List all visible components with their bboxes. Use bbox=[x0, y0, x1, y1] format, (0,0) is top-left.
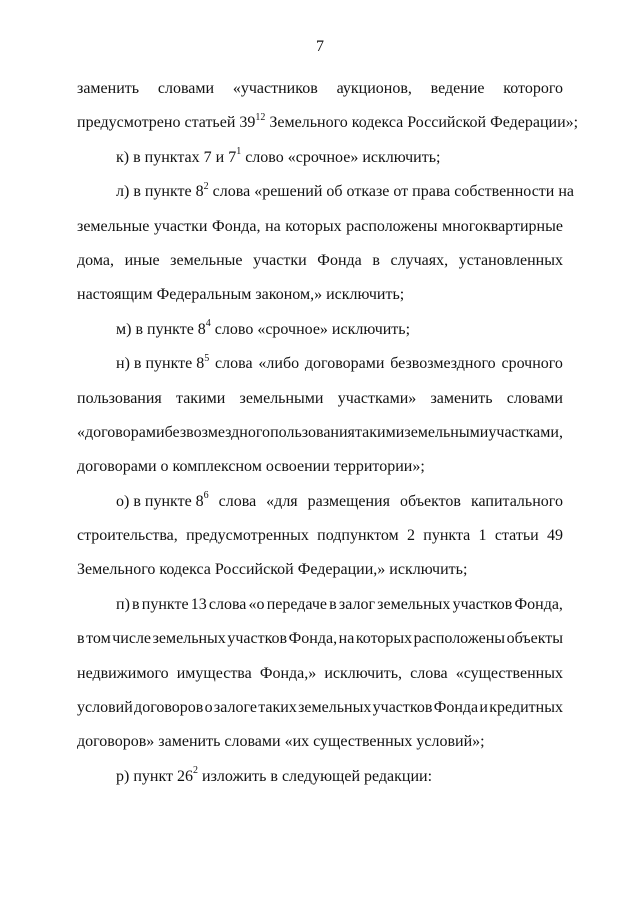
word: 49 bbox=[546, 527, 563, 545]
word: заменить bbox=[430, 389, 493, 407]
word: земельные bbox=[170, 251, 243, 269]
text-segment: м) в пункте 8 bbox=[116, 320, 206, 338]
word: безвозмездного bbox=[164, 423, 271, 441]
superscript: 2 bbox=[203, 180, 209, 192]
word: которого bbox=[503, 80, 563, 97]
text-segment: н) в пункте 8 bbox=[116, 355, 205, 373]
text-line bbox=[77, 588, 563, 622]
text-line bbox=[77, 485, 563, 519]
word: Фонда bbox=[317, 251, 362, 269]
word: безвозмездного bbox=[390, 355, 496, 373]
word: п) bbox=[116, 595, 130, 613]
word: договоров bbox=[134, 699, 204, 717]
text-line: договорами о комплексном освоении территории»; bbox=[77, 458, 425, 476]
word: такими bbox=[176, 389, 226, 407]
word: строительства, bbox=[77, 527, 178, 545]
text-line bbox=[77, 141, 563, 175]
word: в bbox=[329, 595, 337, 613]
word: пункта bbox=[423, 527, 471, 545]
word: размещения bbox=[307, 492, 390, 510]
word: залог bbox=[338, 595, 375, 613]
text-line bbox=[77, 382, 563, 416]
word: «для bbox=[266, 492, 298, 510]
word: 13 bbox=[190, 595, 207, 613]
word: установленных bbox=[458, 251, 563, 269]
text-line bbox=[77, 519, 563, 553]
text-line bbox=[77, 760, 563, 794]
word: предусмотренных bbox=[186, 527, 309, 545]
word: слова bbox=[410, 664, 448, 682]
word: имущества bbox=[176, 664, 252, 682]
word: такими bbox=[354, 423, 405, 441]
text-line: Земельного кодекса Российской Федерации,» исключить; bbox=[77, 561, 468, 579]
word: 2 bbox=[406, 527, 415, 545]
word: таких bbox=[258, 699, 297, 717]
word: «участников bbox=[232, 80, 318, 97]
word: в bbox=[372, 251, 380, 269]
superscript: 6 bbox=[203, 490, 209, 502]
word: ведение bbox=[430, 80, 485, 97]
word: и bbox=[479, 699, 488, 717]
word: участков bbox=[372, 699, 433, 717]
word: на bbox=[265, 217, 281, 235]
word: слова bbox=[218, 492, 257, 510]
text-line bbox=[77, 175, 575, 209]
word: на bbox=[338, 630, 355, 648]
word: Фонда, bbox=[288, 630, 338, 648]
word: 1 bbox=[478, 527, 487, 545]
text-segment: слово «срочное» исключить; bbox=[210, 320, 411, 338]
text-segment: к) в пунктах 7 и 7 bbox=[116, 148, 237, 166]
word: недвижимого bbox=[77, 664, 169, 682]
superscript: 12 bbox=[255, 112, 266, 124]
word: залоге bbox=[213, 699, 257, 717]
text-line bbox=[77, 210, 563, 244]
word: о bbox=[204, 699, 213, 717]
word: аукционов, bbox=[336, 80, 412, 97]
word: подпунктом bbox=[317, 527, 399, 545]
word: случаях, bbox=[390, 251, 449, 269]
superscript: 5 bbox=[204, 352, 210, 364]
word: дома, bbox=[77, 251, 114, 269]
text-segment: слова «решений об отказе от права собственности на bbox=[208, 183, 575, 201]
word: объектов bbox=[399, 492, 461, 510]
text-line bbox=[77, 106, 579, 140]
text-segment: л) в пункте 8 bbox=[116, 183, 204, 201]
word: объекты bbox=[506, 630, 563, 648]
word: в bbox=[132, 595, 140, 613]
text-segment: предусмотрено статьей 39 bbox=[77, 114, 256, 132]
word: капитального bbox=[470, 492, 563, 510]
word: слова bbox=[208, 595, 247, 613]
word: пользования bbox=[270, 423, 355, 441]
text-line bbox=[77, 657, 563, 691]
text-segment: р) пункт 26 bbox=[116, 767, 194, 785]
word: земельными bbox=[404, 423, 489, 441]
word: расположены bbox=[413, 630, 506, 648]
word: условий bbox=[77, 699, 133, 717]
word: земельные bbox=[77, 217, 150, 235]
word: земельными bbox=[239, 389, 324, 407]
text-line bbox=[77, 416, 563, 450]
word bbox=[116, 485, 209, 519]
word: заменить bbox=[77, 80, 140, 97]
word: Фонда,» bbox=[259, 664, 317, 682]
word: участков bbox=[227, 630, 288, 648]
word: словами bbox=[506, 389, 563, 407]
page-number: 7 bbox=[316, 38, 324, 55]
word: статьи bbox=[494, 527, 539, 545]
text-line: настоящим Федеральным законом,» исключить; bbox=[77, 286, 405, 304]
word: «существенных bbox=[455, 664, 563, 682]
text-segment: изложить в следующей редакции: bbox=[198, 767, 433, 785]
text-line bbox=[77, 72, 563, 106]
word: пункте bbox=[141, 595, 189, 613]
word: которых bbox=[355, 630, 413, 648]
word: Фонда, bbox=[514, 595, 563, 613]
text-segment: Земельного кодекса Российской Федерации»; bbox=[265, 114, 579, 132]
text-line bbox=[77, 347, 563, 381]
text-segment: о) в пункте 8 bbox=[116, 492, 204, 510]
word: словами bbox=[157, 80, 215, 97]
word: исключить, bbox=[324, 664, 403, 682]
text-line bbox=[77, 244, 563, 278]
word: пользования bbox=[77, 389, 162, 407]
superscript: 2 bbox=[193, 765, 199, 777]
word: слова bbox=[215, 355, 253, 373]
superscript: 1 bbox=[236, 146, 242, 158]
word: «либо bbox=[258, 355, 300, 373]
word: участками» bbox=[337, 389, 417, 407]
word: участков bbox=[452, 595, 513, 613]
text-segment: слово «срочное» исключить; bbox=[241, 148, 441, 166]
word: числе bbox=[112, 630, 152, 648]
word: участки bbox=[253, 251, 307, 269]
word: земельных bbox=[152, 630, 226, 648]
word: участками, bbox=[488, 423, 563, 441]
word: том bbox=[86, 630, 111, 648]
word: Фонда bbox=[433, 699, 479, 717]
text-line: договоров» заменить словами «их существенных условий»; bbox=[77, 733, 485, 751]
word: в bbox=[77, 630, 85, 648]
word: расположены bbox=[346, 217, 438, 235]
superscript: 4 bbox=[205, 318, 211, 330]
word: многоквартирные bbox=[442, 217, 563, 235]
document-body bbox=[77, 72, 579, 794]
text-line bbox=[77, 313, 563, 347]
word: земельных bbox=[298, 699, 372, 717]
word: договорами bbox=[304, 355, 385, 373]
word: срочного bbox=[501, 355, 563, 373]
word: иные bbox=[124, 251, 160, 269]
text-line bbox=[77, 691, 563, 725]
word: которых bbox=[285, 217, 342, 235]
word bbox=[116, 347, 209, 381]
word: кредитных bbox=[489, 699, 563, 717]
text-line bbox=[77, 622, 563, 656]
word: «о bbox=[248, 595, 265, 613]
word: земельных bbox=[377, 595, 451, 613]
word: передаче bbox=[266, 595, 328, 613]
word: участки bbox=[153, 217, 208, 235]
word: Фонда, bbox=[212, 217, 261, 235]
word: «договорами bbox=[77, 423, 165, 441]
